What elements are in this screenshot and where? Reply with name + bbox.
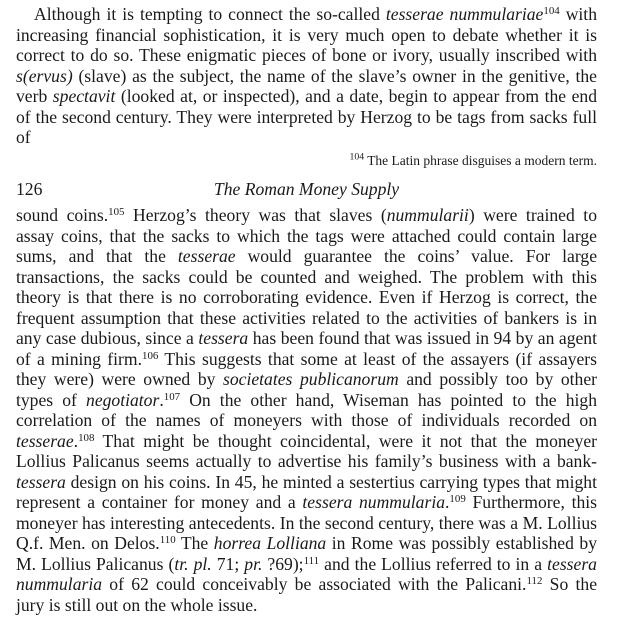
text-run: in Rome was possibly established by M. Lollius Palicanus (	[16, 533, 598, 574]
abbreviation: pr.	[244, 553, 263, 574]
text-run: with increasing financial sophistication, it is very much open to debate whether it is correct to do so. These enigmatic pieces of bone or ivory, usually inscribed with	[16, 4, 597, 65]
text-run: of 62 could conceivably be associated with the Palicani.	[102, 574, 527, 594]
footnote-number: 104	[349, 151, 365, 163]
abbreviation: tr. pl.	[174, 553, 212, 574]
text-run: and the Lollius referred to in a	[319, 553, 548, 574]
footnote-ref[interactable]: 109	[449, 493, 466, 505]
text-run: So the jury is still out on the whole issue.	[16, 574, 597, 615]
latin-term: societates publicanorum	[223, 369, 399, 389]
footnote-ref[interactable]: 110	[159, 534, 176, 546]
page-header	[16, 177, 597, 201]
text-run: and possibly too by other types of	[16, 369, 597, 410]
text-run: .	[73, 430, 79, 451]
text-run: ?69);	[262, 553, 304, 574]
body-paragraph-top	[16, 4, 597, 148]
running-title: The Roman Money Supply	[213, 179, 400, 199]
text-run: .	[445, 492, 450, 512]
text-run: .	[159, 389, 164, 410]
text-run: The	[175, 533, 214, 553]
text-run: Although it is tempting to connect the so-called	[34, 4, 386, 24]
page-number: 126	[16, 179, 43, 199]
footnote-ref[interactable]: 108	[78, 431, 95, 444]
text-run: 71;	[211, 553, 245, 574]
latin-term: tessera	[16, 471, 66, 492]
latin-term: nummularii	[386, 205, 469, 225]
footnote	[300, 152, 597, 170]
latin-term: tessera nummularia	[16, 553, 597, 594]
latin-term: tesserae nummulariae	[385, 4, 544, 24]
latin-term: tesserae	[16, 430, 74, 451]
footnote-ref[interactable]: 107	[163, 390, 181, 403]
text-run: sound coins.	[16, 205, 109, 225]
latin-term: tessera nummularia	[302, 492, 446, 512]
footnote-text: The Latin phrase disguises a modern term.	[367, 153, 597, 168]
footnote-ref[interactable]: 105	[108, 206, 125, 218]
latin-term: s(ervus)	[16, 65, 73, 86]
text-run: That might be thought coincidental, were it not that the moneyer Lollius Palicanus seems actually to advertise his family’s business with a bank-	[16, 430, 597, 471]
footnote-ref[interactable]: 111	[303, 554, 320, 567]
text-run: would guarantee the coins’ value. For large transactions, the sacks could be counted and weighed. The problem with this theory is that there is no corroborating evidence. Even if Herzog is correct, the frequent assumption that these activities related to the activities of bankers is in any case dubious, since a	[16, 246, 597, 348]
latin-term: tessera	[198, 328, 249, 348]
latin-term: negotiator	[86, 389, 160, 410]
latin-term: horrea Lolliana	[213, 533, 327, 553]
text-run: Herzog’s theory was that slaves (	[124, 205, 387, 225]
text-run: This suggests that some at least of the assayers (if assayers they were) were owned by	[16, 348, 598, 389]
footnote-ref[interactable]: 112	[526, 575, 543, 587]
body-paragraph-main	[16, 205, 597, 615]
footnote-ref[interactable]: 106	[142, 349, 159, 362]
text-run: On the other hand, Wiseman has pointed to the high correlation of the names of moneyers with those of individuals recorded on	[16, 389, 597, 430]
text-run: design on his coins. In 45, he minted a sestertius carrying types that might represent a container for money and a	[16, 471, 597, 512]
text-run: ) were trained to assay coins, that the sacks to which the tags were attached could contain large sums, and that the	[16, 205, 597, 266]
text-run: Furthermore, this moneyer has interesting antecedents. In the second century, there was a M. Lollius Q.f. Men. on Delos.	[16, 492, 597, 553]
text-run: (slave) as the subject, the name of the slave’s owner in the genitive, the verb	[16, 65, 597, 106]
text-run: (looked at, or inspected), and a date, begin to appear from the end of the second century. They were interpreted by Herzog to be tags from sacks full of	[16, 86, 597, 147]
latin-term: tesserae	[177, 246, 236, 266]
footnote-ref[interactable]: 104	[543, 5, 560, 17]
latin-term: spectavit	[52, 86, 116, 106]
text-run: has been found that was issued in 94 by an agent of a mining firm.	[16, 328, 597, 369]
